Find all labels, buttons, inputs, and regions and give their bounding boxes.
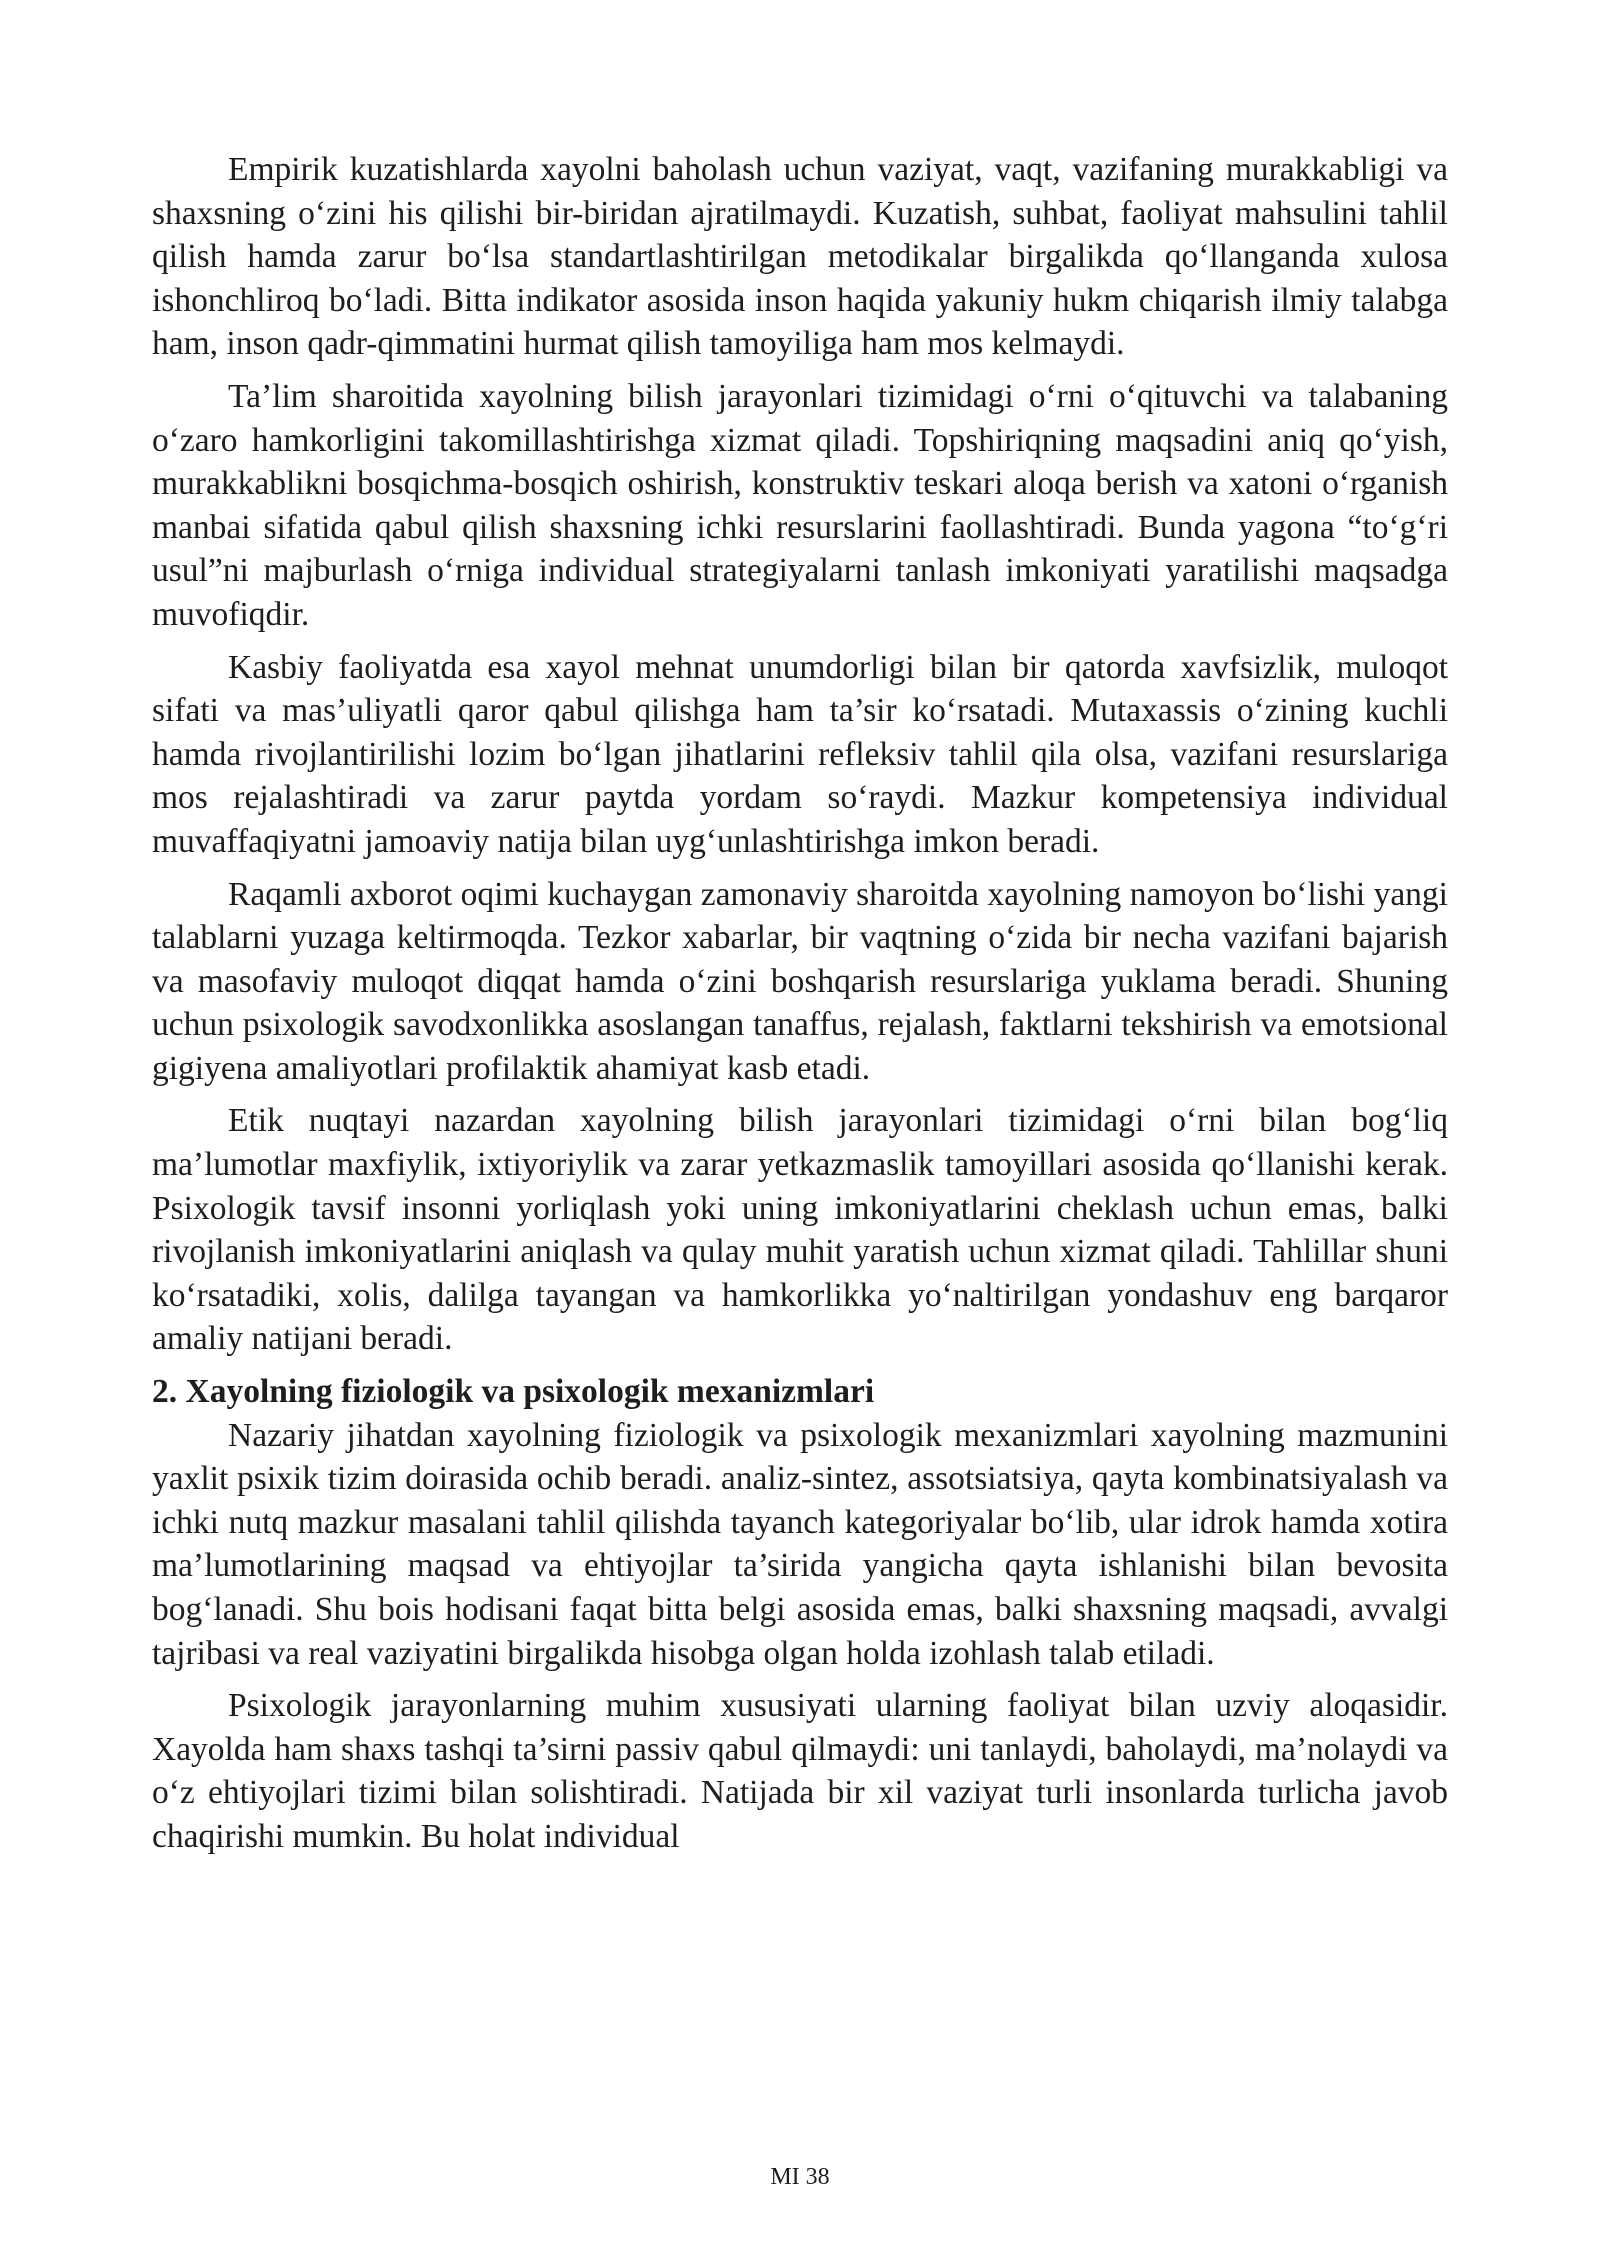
paragraph: Raqamli axborot oqimi kuchaygan zamonaviy sharoitda xayolning namoyon bo‘lishi yangi talablarni yuzaga keltirmoqda. Tezkor xabarlar, bir vaqtning o‘zida bir necha vazifani bajarish va masofaviy muloqot diqqat hamda o‘zini boshqarish resurslariga yuklama beradi. Shuning uchun psixologik savodxonlikka asoslangan tanaffus, rejalash, faktlarni tekshirish va emotsional gigiyena amaliyotlari profilaktik ahamiyat kasb etadi. (152, 875, 1448, 1087)
section-heading: 2. Xayolning fiziologik va psixologik mexanizmlari (152, 1373, 875, 1411)
paragraph: Kasbiy faoliyatda esa xayol mehnat unumdorligi bilan bir qatorda xavfsizlik, muloqot sifati va mas’uliyatli qaror qabul qilishga ham ta’sir ko‘rsatadi. Mutaxassis o‘zining kuchli hamda rivojlantirilishi lozim bo‘lgan jihatlarini refleksiv tahlil qila olsa, vazifani resurslariga mos rejalashtiradi va zarur paytda yordam so‘raydi. Mazkur kompetensiya individual muvaffaqiyatni jamoaviy natija bilan uyg‘unlashtirishga imkon beradi. (152, 648, 1448, 860)
page-number: MI 38 (770, 2164, 830, 2190)
paragraph: Etik nuqtayi nazardan xayolning bilish jarayonlari tizimidagi o‘rni bilan bog‘liq ma’lumotlar maxfiylik, ixtiyoriylik va zarar yetkazmaslik tamoyillari asosida qo‘llanishi kerak. Psixologik tavsif insonni yorliqlash yoki uning imkoniyatlarini cheklash uchun emas, balki rivojlanish imkoniyatlarini aniqlash va qulay muhit yaratish uchun xizmat qiladi. Tahlillar shuni ko‘rsatadiki, xolis, dalilga tayangan va hamkorlikka yo‘naltirilgan yondashuv eng barqaror amaliy natijani beradi. (152, 1102, 1448, 1358)
paragraph: Nazariy jihatdan xayolning fiziologik va psixologik mexanizmlari xayolning mazmunini yaxlit psixik tizim doirasida ochib beradi. analiz-sintez, assotsiatsiya, qayta kombinatsiyalash va ichki nutq mazkur masalani tahlil qilishda tayanch kategoriyalar bo‘lib, ular idrok hamda xotira ma’lumotlarining maqsad va ehtiyojlar ta’sirida yangicha qayta ishlanishi bilan bevosita bog‘lanadi. Shu bois hodisani faqat bitta belgi asosida emas, balki shaxsning maqsadi, avvalgi tajribasi va real vaziyatini birgalikda hisobga olgan holda izohlash talab etiladi. (152, 1416, 1448, 1672)
paragraph: Ta’lim sharoitida xayolning bilish jarayonlari tizimidagi o‘rni o‘qituvchi va talabaning o‘zaro hamkorligini takomillashtirishga xizmat qiladi. Topshiriqning maqsadini aniq qo‘yish, murakkablikni bosqichma-bosqich oshirish, konstruktiv teskari aloqa berish va xatoni o‘rganish manbai sifatida qabul qilish shaxsning ichki resurslarini faollashtiradi. Bunda yagona “to‘g‘ri usul”ni majburlash o‘rniga individual strategiyalarni tanlash imkoniyati yaratilishi maqsadga muvofiqdir. (152, 377, 1448, 633)
paragraph: Psixologik jarayonlarning muhim xususiyati ularning faoliyat bilan uzviy aloqasidir. Xayolda ham shaxs tashqi ta’sirni passiv qabul qilmaydi: uni tanlaydi, baholaydi, ma’nolaydi va o‘z ehtiyojlari tizimi bilan solishtiradi. Natijada bir xil vaziyat turli insonlarda turlicha javob chaqirishi mumkin. Bu holat individual (152, 1687, 1448, 1855)
paragraph: Empirik kuzatishlarda xayolni baholash uchun vaziyat, vaqt, vazifaning murakkabligi va shaxsning o‘zini his qilishi bir-biridan ajratilmaydi. Kuzatish, suhbat, faoliyat mahsulini tahlil qilish hamda zarur bo‘lsa standartlashtirilgan metodikalar birgalikda qo‘llanganda xulosa ishonchliroq bo‘ladi. Bitta indikator asosida inson haqida yakuniy hukm chiqarish ilmiy talabga ham, inson qadr-qimmatini hurmat qilish tamoyiliga ham mos kelmaydi. (152, 151, 1448, 363)
document-page (152, 148, 1448, 1868)
